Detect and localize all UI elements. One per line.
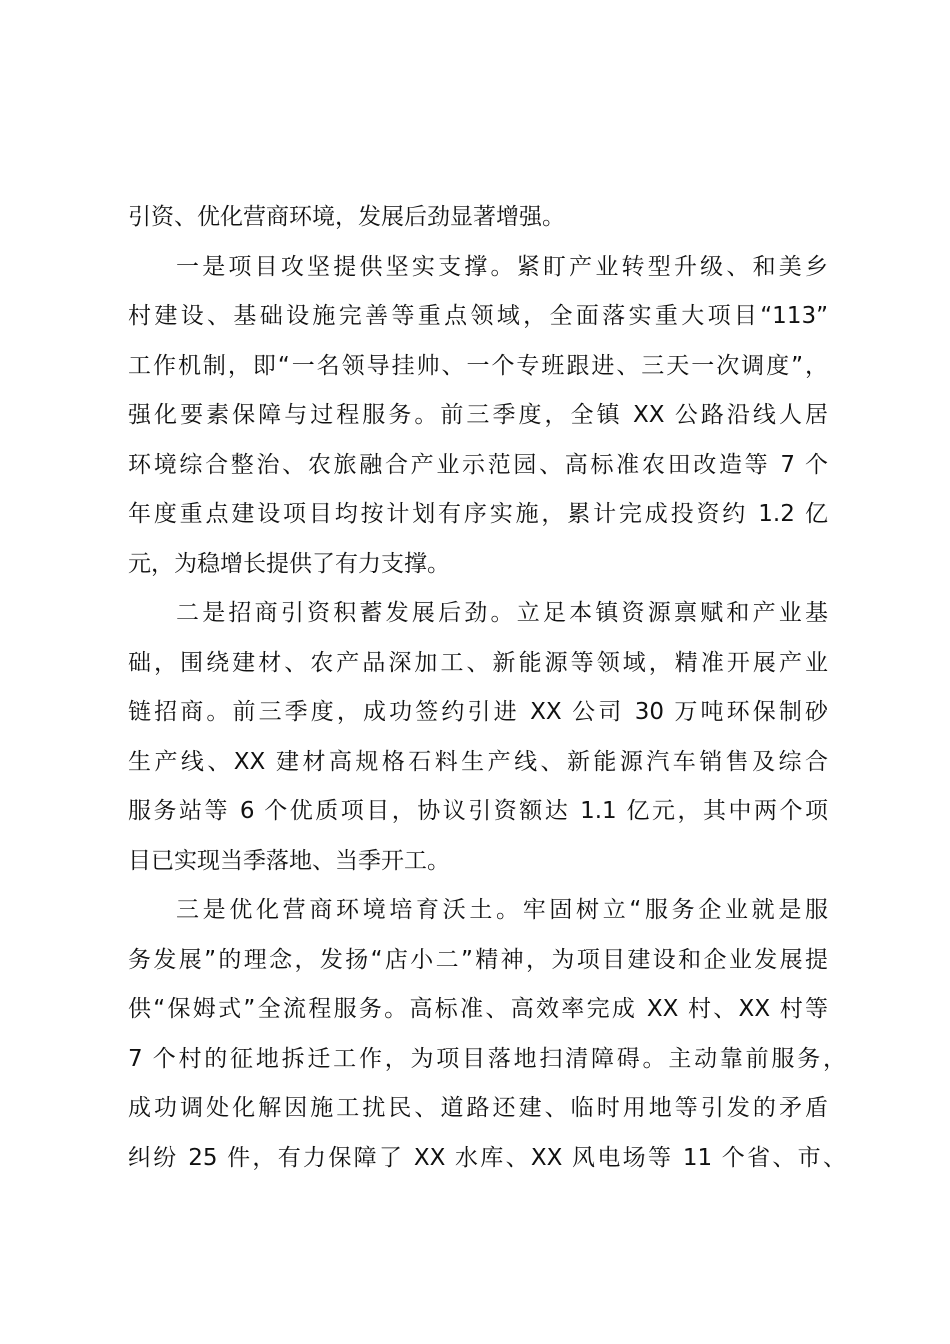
paragraph-2-line-5: 服务站等 6 个优质项目，协议引资额达 1.1 亿元，其中两个项 — [128, 798, 828, 824]
paragraph-1-line-3: 工作机制，即“一名领导挂帅、一个专班跟进、三天一次调度”， — [128, 352, 828, 379]
paragraph-3-line-1: 三是优化营商环境培育沃土。牢固树立“服务企业就是服 — [176, 897, 828, 923]
paragraph-2-line-4: 生产线、XX 建材高规格石料生产线、新能源汽车销售及综合 — [128, 748, 828, 775]
paragraph-1-line-4: 强化要素保障与过程服务。前三季度，全镇 XX 公路沿线人居 — [128, 402, 828, 428]
paragraph-2-line-2: 础，围绕建材、农产品深加工、新能源等领域，精准开展产业 — [128, 649, 828, 676]
paragraph-1-line-5: 环境综合整治、农旅融合产业示范园、高标准农田改造等 7 个 — [128, 451, 828, 478]
paragraph-3-line-6: 纠纷 25 件，有力保障了 XX 水库、XX 风电场等 11 个省、市、 — [128, 1144, 846, 1171]
paragraph-2-line-3: 链招商。前三季度，成功签约引进 XX 公司 30 万吨环保制砂 — [128, 699, 828, 725]
paragraph-3-line-2: 务发展”的理念，发扬“店小二”精神，为项目建设和企业发展提 — [128, 946, 828, 973]
paragraph-0-line-1: 引资、优化营商环境，发展后劲显著增强。 — [128, 204, 565, 230]
paragraph-1-line-1: 一是项目攻坚提供坚实支撑。紧盯产业转型升级、和美乡 — [176, 253, 828, 280]
paragraph-3-line-4: 7 个村的征地拆迁工作，为项目落地扫清障碍。主动靠前服务， — [128, 1045, 846, 1072]
paragraph-1-line-2: 村建设、基础设施完善等重点领域，全面落实重大项目“113” — [128, 303, 828, 329]
paragraph-2-line-6: 目已实现当季落地、当季开工。 — [128, 847, 450, 874]
paragraph-2-line-1: 二是招商引资积蓄发展后劲。立足本镇资源禀赋和产业基 — [176, 600, 828, 626]
paragraph-3-line-5: 成功调处化解因施工扰民、道路还建、临时用地等引发的矛盾 — [128, 1095, 828, 1121]
document-body — [128, 193, 846, 1183]
paragraph-1-line-7: 元，为稳增长提供了有力支撑。 — [128, 550, 450, 577]
paragraph-1-line-6: 年度重点建设项目均按计划有序实施，累计完成投资约 1.2 亿 — [128, 501, 828, 527]
paragraph-3-line-3: 供“保姆式”全流程服务。高标准、高效率完成 XX 村、XX 村等 — [128, 996, 828, 1022]
